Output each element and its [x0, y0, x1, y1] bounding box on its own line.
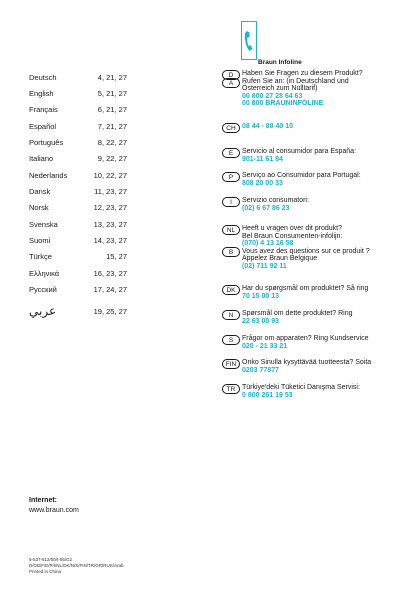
phone-number[interactable]: 0 800 261 19 53 [242, 391, 293, 399]
language-name: Português [29, 138, 64, 147]
website-link[interactable]: www.braun.com [29, 507, 79, 514]
infoline-line: Rufen Sie an: (in Deutschland und [242, 77, 349, 85]
language-pages: 8, 22, 27 [97, 138, 127, 147]
language-name: Türkçe [29, 252, 52, 261]
language-name: Deutsch [29, 73, 57, 82]
infoline-line: Onko Sinulla kysyttävää tuotteesta? Soita [242, 359, 372, 366]
infoline-text [242, 123, 414, 131]
language-pages: 15, 27 [106, 252, 127, 261]
country-code-badge: N [222, 310, 240, 320]
language-name: Norsk [29, 203, 49, 212]
country-code-badge: TR [222, 384, 240, 394]
internet-label: Internet: [29, 497, 57, 504]
language-name: Ελληνικά [29, 269, 60, 278]
phone-number[interactable]: (02) 711 92 11 [242, 262, 287, 270]
infoline-line: Har du spørgsmål om produktet? Så ring [242, 285, 369, 292]
language-name: Suomi [29, 236, 51, 245]
language-name: Dansk [29, 187, 51, 196]
footer-line: Printed in China [29, 569, 62, 574]
language-pages: 4, 21, 27 [97, 73, 127, 82]
infoline-line: Serviço ao Consumidor para Portugal: [242, 172, 361, 179]
country-codes [222, 310, 240, 321]
language-pages: 16, 23, 27 [93, 269, 127, 278]
country-code-badge: E [222, 148, 240, 158]
country-codes [222, 285, 240, 296]
country-codes [222, 225, 240, 258]
footer-line: 5-537-612/00/I-05/G2 [29, 557, 73, 562]
country-code-badge: FIN [222, 359, 240, 369]
infoline-text [242, 285, 414, 300]
language-name: Svenska [29, 220, 58, 229]
language-row [29, 236, 127, 246]
infoline-text [242, 359, 414, 374]
infoline-text [242, 197, 414, 212]
phone-number[interactable]: 70 15 00 13 [242, 292, 279, 300]
language-row [29, 105, 127, 115]
language-pages: 5, 21, 27 [97, 89, 127, 98]
infoline-text [242, 70, 414, 108]
language-row [29, 285, 127, 295]
infoline-text [242, 148, 414, 163]
print-footer [29, 557, 124, 575]
infoline-line: Bel Braun Consumenten-infolijn: [242, 232, 343, 240]
phone-number[interactable]: 00 800 27 28 64 63 [242, 92, 303, 100]
language-pages: 14, 23, 27 [93, 236, 127, 245]
country-code-badge: I [222, 197, 240, 207]
language-row [29, 304, 127, 318]
language-name: Nederlands [29, 171, 68, 180]
phone-number[interactable]: 901-11 61 84 [242, 155, 283, 163]
footer-line: D/GB/F/E/P/I/NL/DK/N/S/FIN/TR/GR/RUS/Arab [29, 563, 124, 568]
country-codes [222, 335, 240, 346]
language-pages: 6, 21, 27 [97, 105, 127, 114]
language-row [29, 220, 127, 230]
infoline-text [242, 335, 414, 350]
infoline-line: Vous avez des questions sur ce produit ? [242, 247, 370, 255]
phone-number[interactable]: 22 63 00 93 [242, 317, 279, 325]
infoline-line: Haben Sie Fragen zu diesem Produkt? [242, 70, 363, 77]
language-row [29, 187, 127, 197]
language-row [29, 171, 127, 181]
language-row [29, 89, 127, 99]
phone-number[interactable]: 020 - 21 33 21 [242, 342, 288, 350]
infoline-text [242, 225, 414, 271]
telephone-handset-icon [244, 30, 254, 52]
infoline-line: Heeft u vragen over dit produkt? [242, 225, 343, 232]
language-name: Français [29, 105, 58, 114]
infoline-line: Spørsmål om dette produktet? Ring [242, 310, 353, 317]
country-code-badge: B [222, 247, 240, 257]
infoline-line: Türkiye'deki Tüketici Danışma Servisi: [242, 384, 360, 391]
country-code-badge: P [222, 172, 240, 182]
phone-icon-box [241, 21, 257, 60]
phone-number[interactable]: (02) 6 67 86 23 [242, 204, 290, 212]
language-pages: 12, 23, 27 [93, 203, 127, 212]
country-codes [222, 172, 240, 183]
language-row [29, 154, 127, 164]
language-name: عربي [29, 304, 57, 318]
country-code-badge: S [222, 335, 240, 345]
infoline-line: Servizio consumatori: [242, 197, 309, 204]
language-name: English [29, 89, 54, 98]
phone-number[interactable]: 08 44 - 88 40 10 [242, 123, 293, 130]
language-pages: 10, 22, 27 [93, 171, 127, 180]
country-codes [222, 148, 240, 159]
language-row [29, 73, 127, 83]
country-codes [222, 70, 240, 89]
infoline-text [242, 172, 414, 187]
country-code-badge: NL [222, 225, 240, 235]
language-row [29, 203, 127, 213]
country-codes [222, 359, 240, 370]
phone-number[interactable]: 0203 77877 [242, 366, 279, 374]
country-code-badge: CH [222, 123, 240, 133]
infoline-line: Frågor om apparaten? Ring Kundservice [242, 335, 369, 342]
language-pages: 9, 22, 27 [97, 154, 127, 163]
country-code-badge: DK [222, 285, 240, 295]
country-codes [222, 123, 240, 134]
country-code-badge: D [222, 70, 240, 80]
braun-infoline-title: Braun Infoline [258, 59, 302, 66]
infoline-text [242, 310, 414, 325]
language-row [29, 138, 127, 148]
phone-number[interactable]: 00 800 BRAUNINFOLINE [242, 100, 324, 108]
language-pages: 17, 24, 27 [93, 285, 127, 294]
language-name: Русский [29, 285, 57, 294]
country-codes [222, 197, 240, 208]
infoline-line: Appelez Braun Belgique [242, 255, 318, 263]
phone-number[interactable]: (070) 4 13 16 58 [242, 240, 294, 248]
internet-block [29, 496, 79, 516]
language-pages: 11, 23, 27 [94, 187, 127, 196]
language-name: Español [29, 122, 57, 131]
language-pages: 13, 23, 27 [93, 220, 127, 229]
infoline-line: Servicio al consumidor para España: [242, 148, 357, 155]
country-codes [222, 384, 240, 395]
phone-number[interactable]: 808 20 00 33 [242, 179, 283, 187]
language-row [29, 252, 127, 262]
language-pages: 19, 25, 27 [93, 307, 127, 316]
language-pages: 7, 21, 27 [97, 122, 127, 131]
language-row [29, 269, 127, 279]
infoline-line: Österreich zum Nulltarif) [242, 85, 318, 93]
language-row [29, 122, 127, 132]
country-code-badge: A [222, 78, 240, 88]
infoline-text [242, 384, 414, 399]
language-name: Italiano [29, 154, 54, 163]
